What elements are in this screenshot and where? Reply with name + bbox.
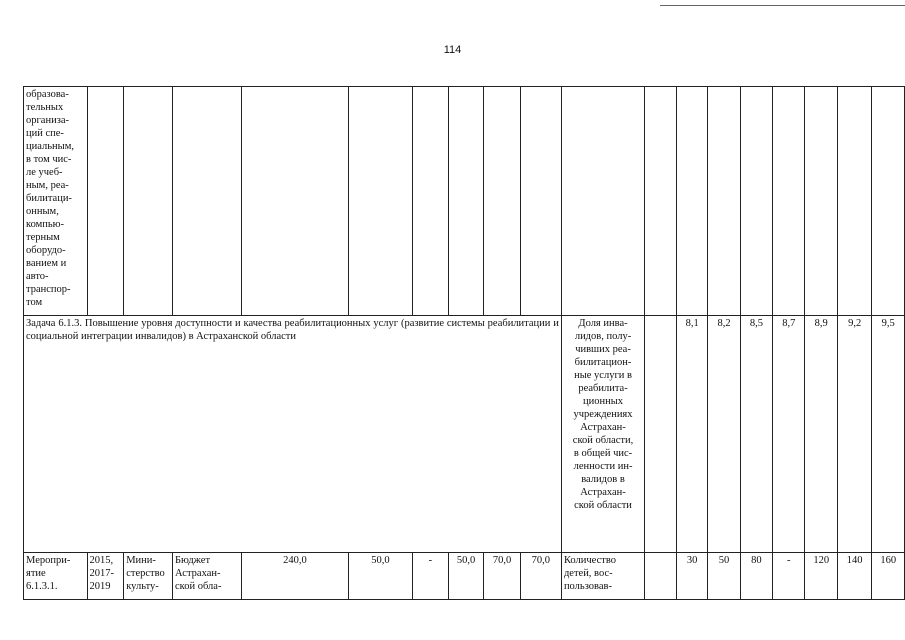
task-text: Задача 6.1.3. Повышение уровня доступности и качества реабилитационных услуг (развитие системы реабилитации и социальной интеграции инвалидов) в Астраханской области [24,316,562,553]
empty-cell [484,87,520,316]
event-value-7: 160 [872,553,905,600]
empty-cell [561,87,644,316]
empty-cell [87,87,124,316]
task-value-6: 9,2 [837,316,871,553]
event-2015: - [413,553,449,600]
event-years: 2015, 2017- 2019 [87,553,124,600]
empty-cell [645,316,677,553]
event-2014: 50,0 [348,553,412,600]
event-2016: 50,0 [448,553,483,600]
row-label-equipment: образова- тельных организа- ций спе- циальным, в том чис- ле учеб- ным, реа- билитаци- онным, компью- терным оборудо- ванием и авто- транспор- том [24,87,88,316]
page-number: 114 [443,44,462,56]
event-name: Меропри- ятие 6.1.3.1. [24,553,88,600]
event-value-4: - [773,553,805,600]
empty-cell [773,87,805,316]
event-value-5: 120 [805,553,837,600]
event-source: Бюджет Астрахан- ской обла- [172,553,241,600]
empty-cell [805,87,837,316]
event-total: 240,0 [242,553,349,600]
empty-cell [837,87,871,316]
event-2018: 70,0 [520,553,561,600]
empty-cell [520,87,561,316]
event-value-3: 80 [740,553,772,600]
empty-cell [124,87,173,316]
empty-cell [740,87,772,316]
empty-cell [413,87,449,316]
task-value-5: 8,9 [805,316,837,553]
empty-cell [348,87,412,316]
table-row-task [24,316,905,553]
event-executor: Мини- стерство культу- [124,553,173,600]
task-value-3: 8,5 [740,316,772,553]
event-value-1: 30 [676,553,707,600]
empty-cell [872,87,905,316]
task-value-7: 9,5 [872,316,905,553]
scan-artifact-line [660,5,905,6]
task-indicator: Доля инва- лидов, полу- чивших реа- билитацион- ные услуги в реабилита- ционных учреждениях Астрахан- ской области, в общей чис- ленности ин- валидов в Астрахан- ской области [561,316,644,553]
task-value-4: 8,7 [773,316,805,553]
empty-cell [676,87,707,316]
event-value-2: 50 [708,553,740,600]
empty-cell [242,87,349,316]
task-value-2: 8,2 [708,316,740,553]
table-row-equipment [24,87,905,316]
empty-cell [172,87,241,316]
empty-cell [645,87,677,316]
event-value-6: 140 [837,553,871,600]
event-2017: 70,0 [484,553,520,600]
event-indicator: Количество детей, вос- пользовав- [561,553,644,600]
program-table [23,86,905,600]
task-value-1: 8,1 [676,316,707,553]
empty-cell [448,87,483,316]
table-row-event [24,553,905,600]
empty-cell [708,87,740,316]
empty-cell [645,553,677,600]
